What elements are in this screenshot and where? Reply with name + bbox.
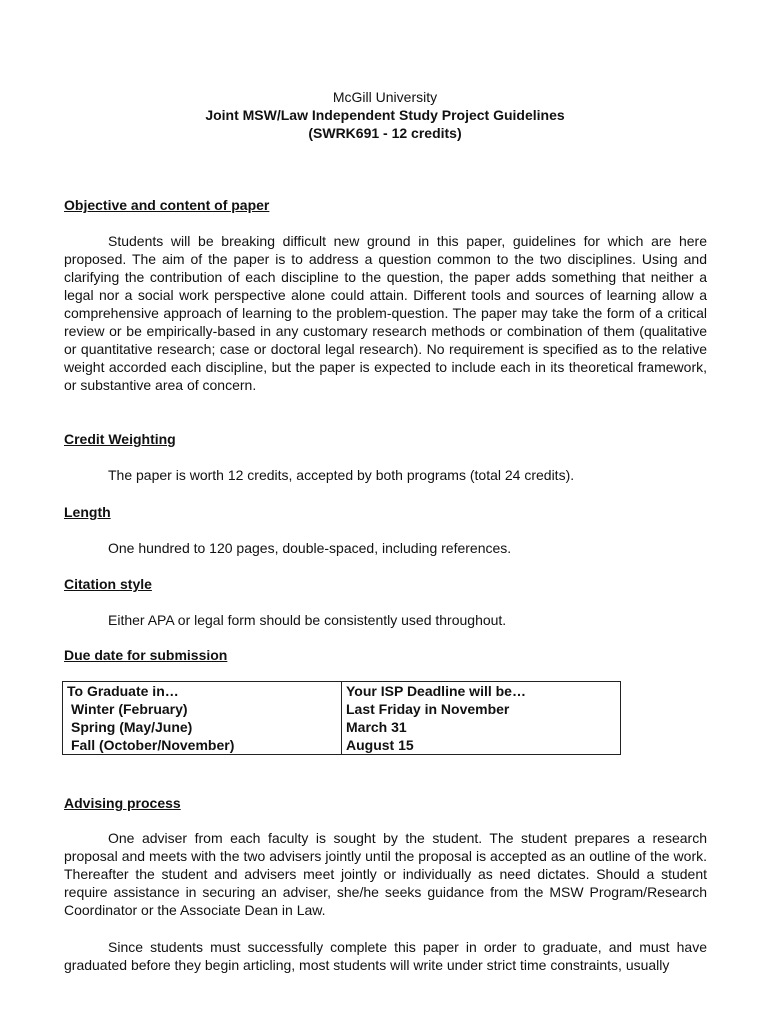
- deadline-fall: August 15: [346, 737, 414, 753]
- deadline-winter: Last Friday in November: [346, 701, 510, 717]
- course-code: (SWRK691 - 12 credits): [308, 125, 462, 141]
- length-heading: Length: [64, 504, 111, 520]
- advising-heading: Advising process: [64, 795, 181, 811]
- graduate-column: [63, 682, 342, 755]
- document-header: [0, 88, 770, 142]
- graduate-term-winter: Winter (February): [71, 701, 188, 717]
- document-title: Joint MSW/Law Independent Study Project Guidelines: [205, 107, 565, 123]
- deadline-column: [342, 682, 621, 755]
- objective-paragraph: Students will be breaking difficult new ground in this paper, guidelines for which are here proposed. The aim of the paper is to address a question common to the two disciplines. Using and clarifying the contribution of each discipline to the question, the paper adds something that neither a legal nor a social work perspective alone could attain. Different tools and sources of learning allow a comprehensive approach of learning to the problem-question. The paper may take the form of a critical review or be empirically-based in any customary research methods or combination of them (qualitative or quantitative research; case or doctoral legal research). No requirement is specified as to the relative weight accorded each discipline, but the paper is expected to include each in its theoretical framework, or substantive area of concern.: [64, 233, 707, 393]
- deadline-column-header: Your ISP Deadline will be…: [346, 683, 526, 699]
- objective-heading: Objective and content of paper: [64, 197, 270, 213]
- advising-paragraph-1: One adviser from each faculty is sought by the student. The student prepares a research proposal and meets with the two advisers jointly until the proposal is accepted as an outline of the work. Thereafter the student and advisers meet jointly or individually as need dictates. Should a student require assistance in securing an adviser, she/he seeks guidance from the MSW Program/Research Coordinator or the Associate Dean in Law.: [64, 830, 707, 918]
- credit-paragraph: The paper is worth 12 credits, accepted by both programs (total 24 credits).: [108, 467, 575, 483]
- university-name: McGill University: [332, 89, 438, 105]
- credit-heading: Credit Weighting: [64, 431, 176, 447]
- advising-paragraph-2: Since students must successfully complete this paper in order to graduate, and must have graduated before they begin articling, most students will write under strict time constraints, usually: [64, 939, 707, 973]
- length-paragraph: One hundred to 120 pages, double-spaced, including references.: [108, 540, 512, 556]
- deadline-spring: March 31: [346, 719, 407, 735]
- graduate-term-fall: Fall (October/November): [71, 737, 235, 753]
- citation-heading: Citation style: [64, 576, 152, 592]
- graduate-column-header: To Graduate in…: [67, 683, 179, 699]
- deadline-table: [62, 681, 621, 755]
- citation-paragraph: Either APA or legal form should be consistently used throughout.: [108, 612, 507, 628]
- due-date-heading: Due date for submission: [64, 647, 228, 663]
- graduate-term-spring: Spring (May/June): [71, 719, 193, 735]
